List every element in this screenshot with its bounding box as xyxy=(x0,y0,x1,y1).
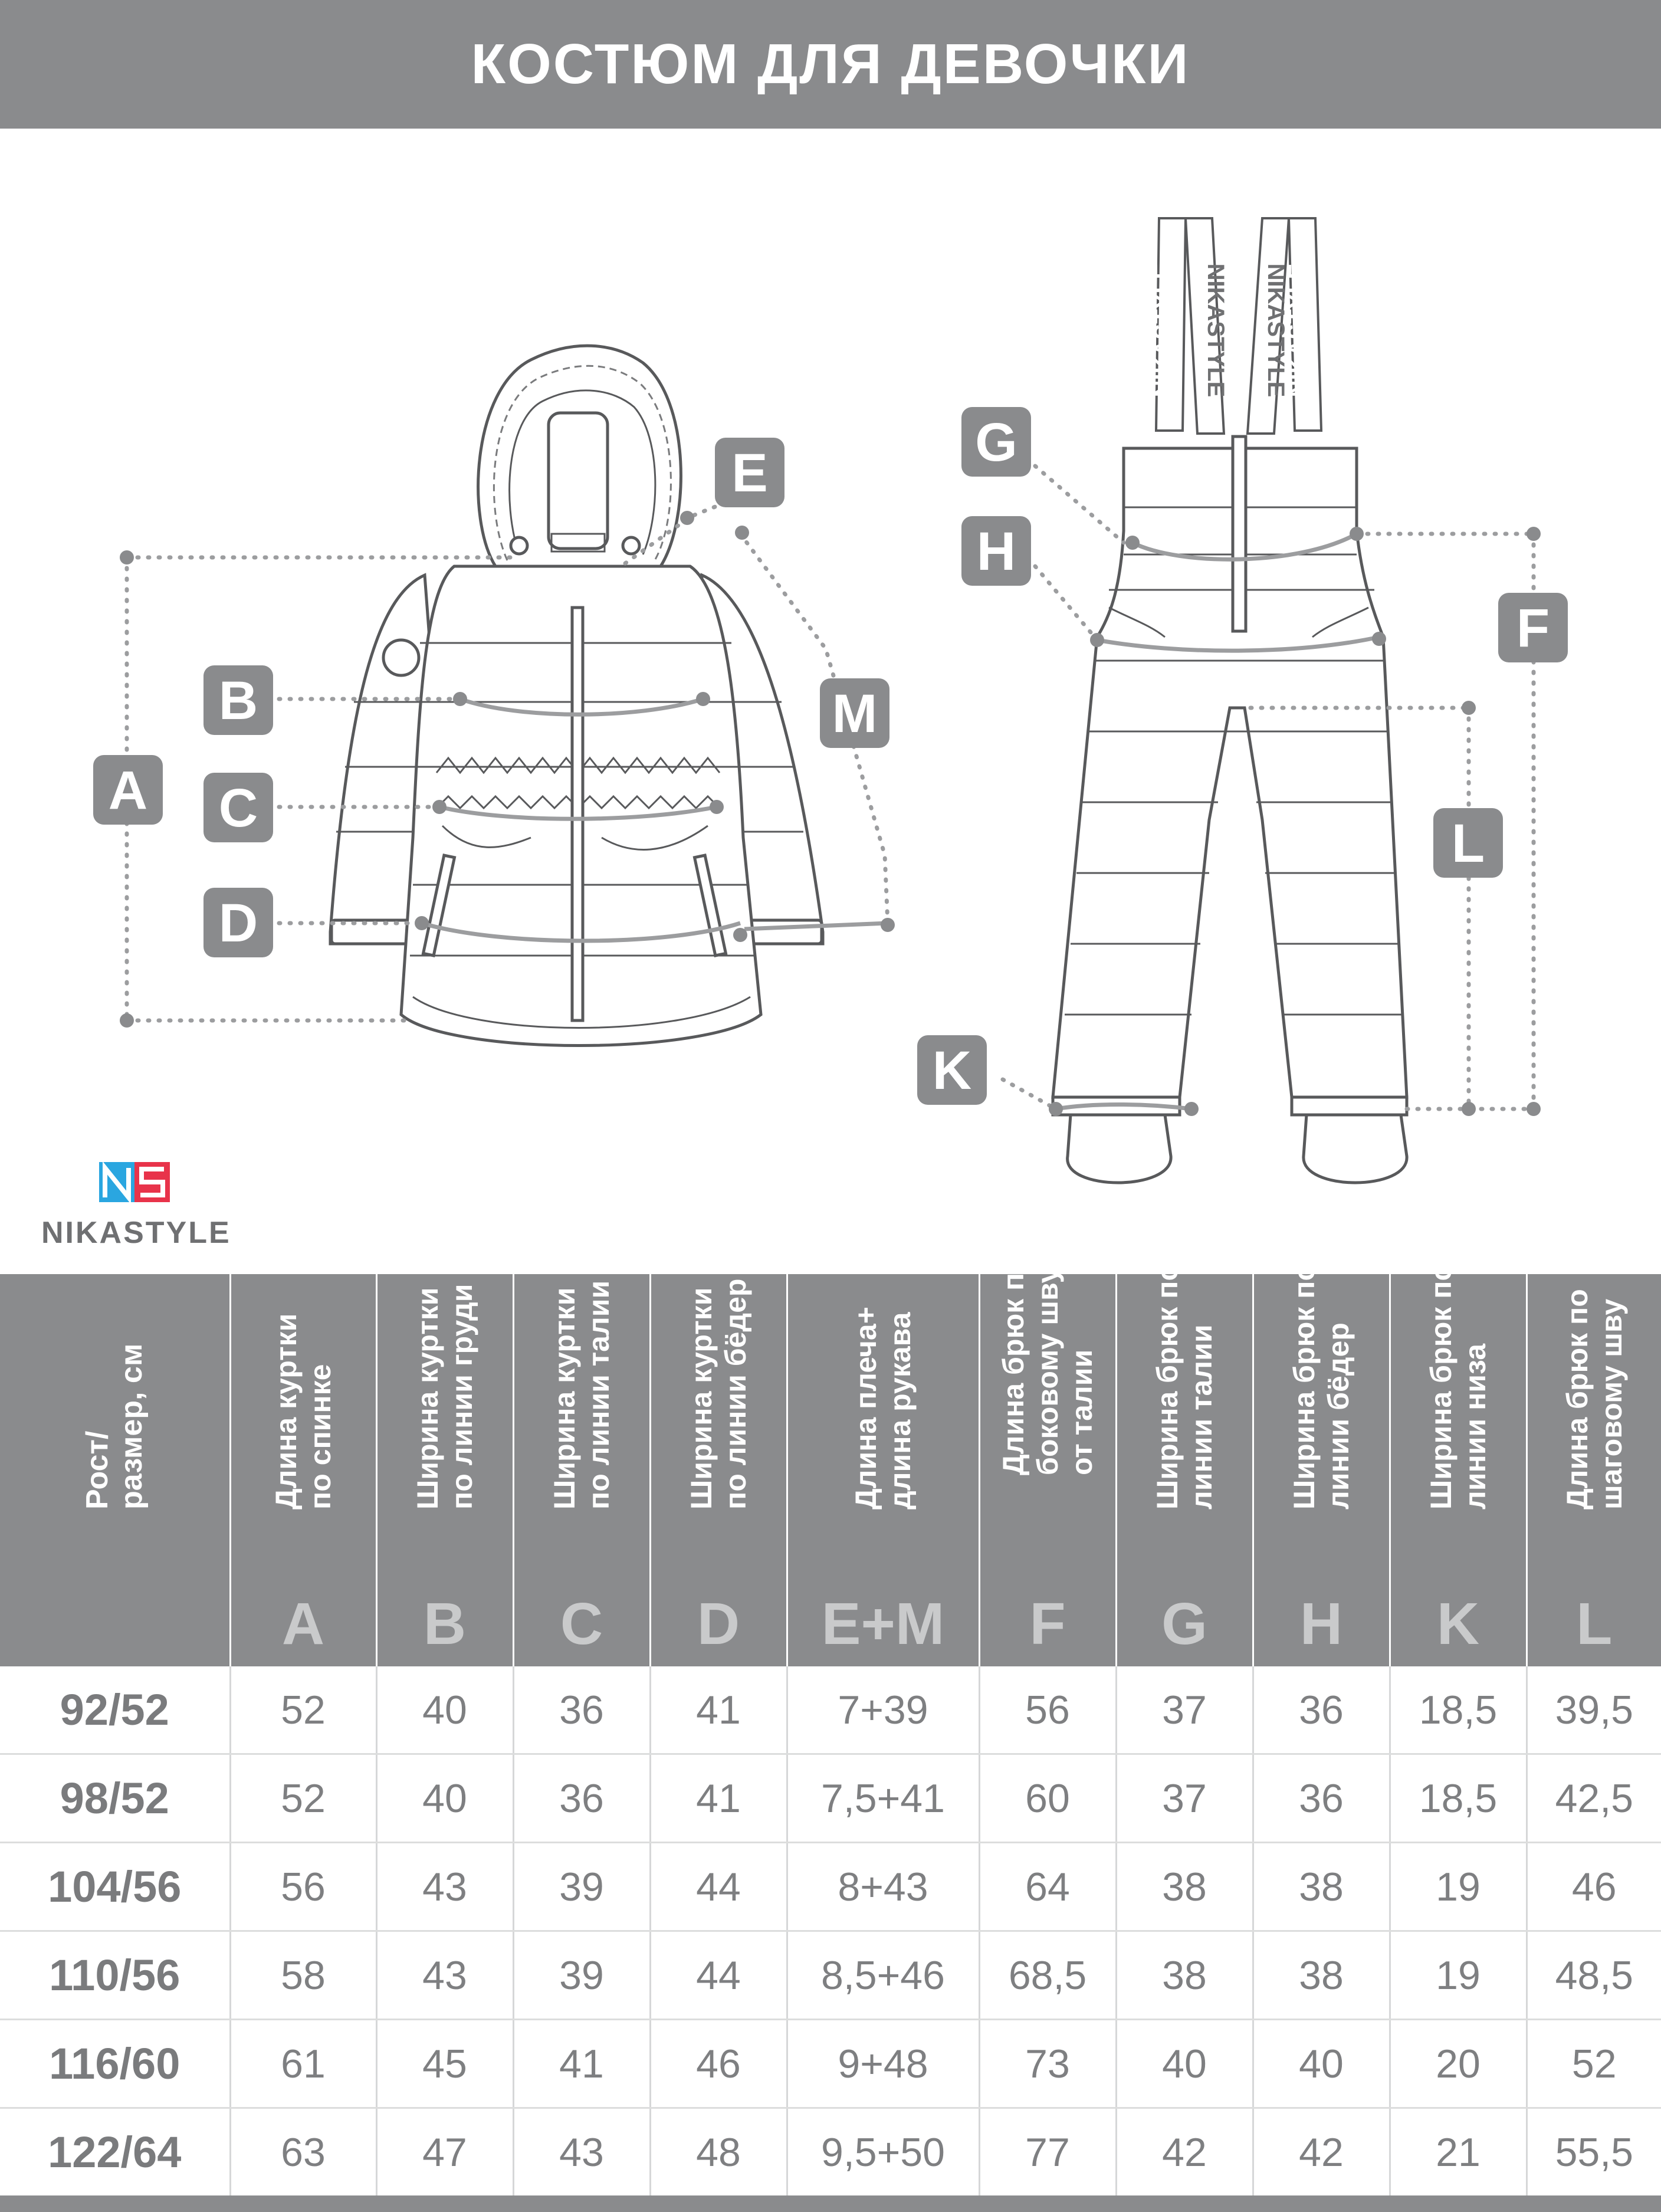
left-strap xyxy=(1150,218,1229,434)
table-row xyxy=(0,2020,1661,2108)
table-row xyxy=(0,1931,1661,2020)
point xyxy=(733,928,747,942)
value-cell: 44 xyxy=(650,1843,787,1931)
table-body xyxy=(0,1666,1661,2197)
value-cell: 39 xyxy=(513,1931,650,2020)
point xyxy=(1350,527,1364,541)
column-header-d xyxy=(650,1274,787,1666)
point xyxy=(120,1013,134,1028)
value-cell: 36 xyxy=(513,1666,650,1754)
right-leg-hem xyxy=(1292,1097,1407,1115)
value-cell: 42 xyxy=(1253,2108,1390,2197)
strap-text: NIKASTYLE xyxy=(1150,263,1176,398)
column-header-g xyxy=(1116,1263,1253,1666)
svg-text:E: E xyxy=(731,443,768,503)
svg-text:F: F xyxy=(1516,598,1550,658)
point xyxy=(1184,1102,1199,1116)
value-cell: 77 xyxy=(979,2108,1116,2197)
column-header-label: Ширина куртки по линии бёдер xyxy=(685,1278,752,1509)
value-cell: 68,5 xyxy=(979,1931,1116,2020)
column-header-label: Длина брюк по боковому шву от талии xyxy=(997,1255,1098,1475)
value-cell: 9+48 xyxy=(787,2020,979,2108)
strap-text: NIKASTYLE xyxy=(1203,263,1229,398)
toggle-right xyxy=(623,537,639,554)
table-row xyxy=(0,1843,1661,1931)
point xyxy=(1125,536,1140,550)
value-cell: 40 xyxy=(1253,2020,1390,2108)
value-cell: 41 xyxy=(650,1754,787,1843)
svg-text:K: K xyxy=(932,1041,972,1101)
value-cell: 48,5 xyxy=(1527,1931,1661,2020)
table-header-row xyxy=(0,1274,1661,1666)
table-row xyxy=(0,1666,1661,1754)
badge-d xyxy=(203,888,273,957)
right-strap xyxy=(1248,218,1321,434)
size-cell: 122/64 xyxy=(0,2108,230,2197)
value-cell: 52 xyxy=(230,1754,376,1843)
badge-f xyxy=(1498,593,1568,662)
table-row xyxy=(0,1754,1661,1843)
value-cell: 46 xyxy=(1527,1843,1661,1931)
page-title: КОСТЮМ ДЛЯ ДЕВОЧКИ xyxy=(471,32,1190,96)
overalls-zipper xyxy=(1233,437,1246,631)
value-cell: 18,5 xyxy=(1390,1754,1527,1843)
badge-h xyxy=(961,516,1031,586)
value-cell: 52 xyxy=(230,1666,376,1754)
column-header-letter: F xyxy=(1029,1591,1066,1657)
point xyxy=(1462,701,1476,715)
point xyxy=(680,511,694,525)
column-header-f xyxy=(979,1255,1116,1666)
value-cell: 38 xyxy=(1253,1931,1390,2020)
value-cell: 36 xyxy=(1253,1666,1390,1754)
value-cell: 43 xyxy=(376,1843,513,1931)
column-header-label: Рост/ размер, см xyxy=(80,1343,149,1509)
value-cell: 48 xyxy=(650,2108,787,2197)
point xyxy=(432,800,447,814)
value-cell: 63 xyxy=(230,2108,376,2197)
column-header-b xyxy=(376,1274,513,1666)
svg-text:A: A xyxy=(108,760,148,821)
column-header-label: Ширина куртки по линии талии xyxy=(548,1280,615,1509)
point xyxy=(1527,527,1541,541)
strap-text: NIKASTYLE xyxy=(1263,263,1289,398)
value-cell: 38 xyxy=(1116,1843,1253,1931)
column-header-letter: G xyxy=(1161,1591,1207,1657)
point xyxy=(696,692,710,706)
point xyxy=(881,918,895,932)
value-cell: 52 xyxy=(1527,2020,1661,2108)
column-header-letter: C xyxy=(560,1591,603,1657)
value-cell: 20 xyxy=(1390,2020,1527,2108)
svg-text:B: B xyxy=(218,671,258,731)
point xyxy=(415,916,429,930)
value-cell: 43 xyxy=(376,1931,513,2020)
overalls-body xyxy=(1053,448,1407,1097)
left-foot xyxy=(1068,1115,1171,1183)
column-header-label: Ширина брюк по линии талии xyxy=(1151,1263,1218,1509)
badge-k xyxy=(917,1035,987,1105)
value-cell: 7,5+41 xyxy=(787,1754,979,1843)
point xyxy=(120,550,134,565)
measure-h-lead xyxy=(1035,566,1097,640)
point xyxy=(710,800,724,814)
svg-text:C: C xyxy=(218,778,258,838)
svg-text:L: L xyxy=(1451,813,1485,874)
size-cell: 92/52 xyxy=(0,1666,230,1754)
value-cell: 19 xyxy=(1390,1931,1527,2020)
point xyxy=(1462,1102,1476,1116)
size-cell: 98/52 xyxy=(0,1754,230,1843)
column-header-letter: B xyxy=(423,1591,467,1657)
column-header-e-m xyxy=(787,1274,979,1666)
value-cell: 18,5 xyxy=(1390,1666,1527,1754)
badge-c xyxy=(203,773,273,842)
measure-g-lead xyxy=(1035,466,1124,543)
value-cell: 38 xyxy=(1116,1931,1253,2020)
column-header-label: Ширина куртки по линии груди xyxy=(411,1284,478,1509)
value-cell: 47 xyxy=(376,2108,513,2197)
brand-logo-icon xyxy=(99,1162,170,1202)
value-cell: 55,5 xyxy=(1527,2108,1661,2197)
badge-b xyxy=(203,665,273,735)
measure-k-lead xyxy=(1003,1079,1056,1109)
value-cell: 39 xyxy=(513,1843,650,1931)
value-cell: 7+39 xyxy=(787,1666,979,1754)
svg-text:D: D xyxy=(218,893,258,953)
column-header-label: Длина плеча+ длина рукава xyxy=(849,1307,917,1509)
jacket-zipper xyxy=(572,608,583,1020)
value-cell: 46 xyxy=(650,2020,787,2108)
badge-l xyxy=(1433,808,1503,878)
brand-name: NIKASTYLE xyxy=(41,1216,231,1250)
badge-g xyxy=(961,407,1031,477)
value-cell: 21 xyxy=(1390,2108,1527,2197)
column-header-label: Ширина брюк по линии низа xyxy=(1424,1263,1492,1509)
column-header-a xyxy=(230,1274,376,1666)
value-cell: 58 xyxy=(230,1931,376,2020)
column-header-label: Длина куртки по спинке xyxy=(270,1313,337,1509)
point xyxy=(453,692,467,706)
point xyxy=(735,526,749,540)
strap-text: NIKASTYLE xyxy=(1284,263,1310,398)
point xyxy=(1090,633,1104,647)
column-header-letter: A xyxy=(281,1591,325,1657)
overalls-drawing xyxy=(1053,218,1407,1183)
badge-m xyxy=(820,678,889,748)
value-cell: 60 xyxy=(979,1754,1116,1843)
size-cell: 116/60 xyxy=(0,2020,230,2108)
column-header-letter: E+M xyxy=(821,1591,945,1657)
right-foot xyxy=(1304,1115,1407,1183)
value-cell: 56 xyxy=(230,1843,376,1931)
title-bar xyxy=(0,0,1661,129)
value-cell: 45 xyxy=(376,2020,513,2108)
value-cell: 40 xyxy=(376,1754,513,1843)
value-cell: 37 xyxy=(1116,1754,1253,1843)
value-cell: 73 xyxy=(979,2020,1116,2108)
value-cell: 42,5 xyxy=(1527,1754,1661,1843)
column-header-l xyxy=(1527,1274,1661,1666)
value-cell: 43 xyxy=(513,2108,650,2197)
size-table xyxy=(0,1255,1661,2197)
column-header-k xyxy=(1390,1263,1527,1666)
size-cell: 104/56 xyxy=(0,1843,230,1931)
value-cell: 42 xyxy=(1116,2108,1253,2197)
value-cell: 19 xyxy=(1390,1843,1527,1931)
badge-e xyxy=(715,438,784,507)
sleeve-badge xyxy=(383,640,419,675)
column-header-letter: K xyxy=(1436,1591,1480,1657)
column-header-label: Ширина брюк по линии бёдер xyxy=(1288,1263,1355,1509)
value-cell: 36 xyxy=(513,1754,650,1843)
value-cell: 56 xyxy=(979,1666,1116,1754)
column-header-letter: L xyxy=(1576,1591,1613,1657)
point xyxy=(1049,1102,1063,1116)
value-cell: 40 xyxy=(376,1666,513,1754)
value-cell: 38 xyxy=(1253,1843,1390,1931)
column-header-letter: D xyxy=(697,1591,740,1657)
value-cell: 40 xyxy=(1116,2020,1253,2108)
value-cell: 39,5 xyxy=(1527,1666,1661,1754)
svg-text:G: G xyxy=(975,412,1017,472)
value-cell: 36 xyxy=(1253,1754,1390,1843)
size-cell: 110/56 xyxy=(0,1931,230,2020)
value-cell: 41 xyxy=(650,1666,787,1754)
badge-a xyxy=(93,755,163,825)
value-cell: 8,5+46 xyxy=(787,1931,979,2020)
garment-illustration xyxy=(0,129,1661,1285)
value-cell: 9,5+50 xyxy=(787,2108,979,2197)
value-cell: 44 xyxy=(650,1931,787,2020)
table-row xyxy=(0,2108,1661,2197)
column-header-c xyxy=(513,1274,650,1666)
point xyxy=(1527,1102,1541,1116)
hood-face-opening xyxy=(549,413,608,549)
value-cell: 64 xyxy=(979,1843,1116,1931)
value-cell: 61 xyxy=(230,2020,376,2108)
value-cell: 8+43 xyxy=(787,1843,979,1931)
column-header-h xyxy=(1253,1263,1390,1666)
svg-text:H: H xyxy=(976,521,1016,582)
column-header-label: Длина брюк по шаговому шву xyxy=(1560,1289,1628,1509)
value-cell: 37 xyxy=(1116,1666,1253,1754)
value-cell: 41 xyxy=(513,2020,650,2108)
column-header-letter: H xyxy=(1299,1591,1343,1657)
point xyxy=(1372,632,1386,646)
toggle-left xyxy=(511,537,527,554)
column-header-size xyxy=(0,1274,230,1666)
bottom-bar xyxy=(0,2195,1661,2212)
svg-text:M: M xyxy=(832,684,878,744)
